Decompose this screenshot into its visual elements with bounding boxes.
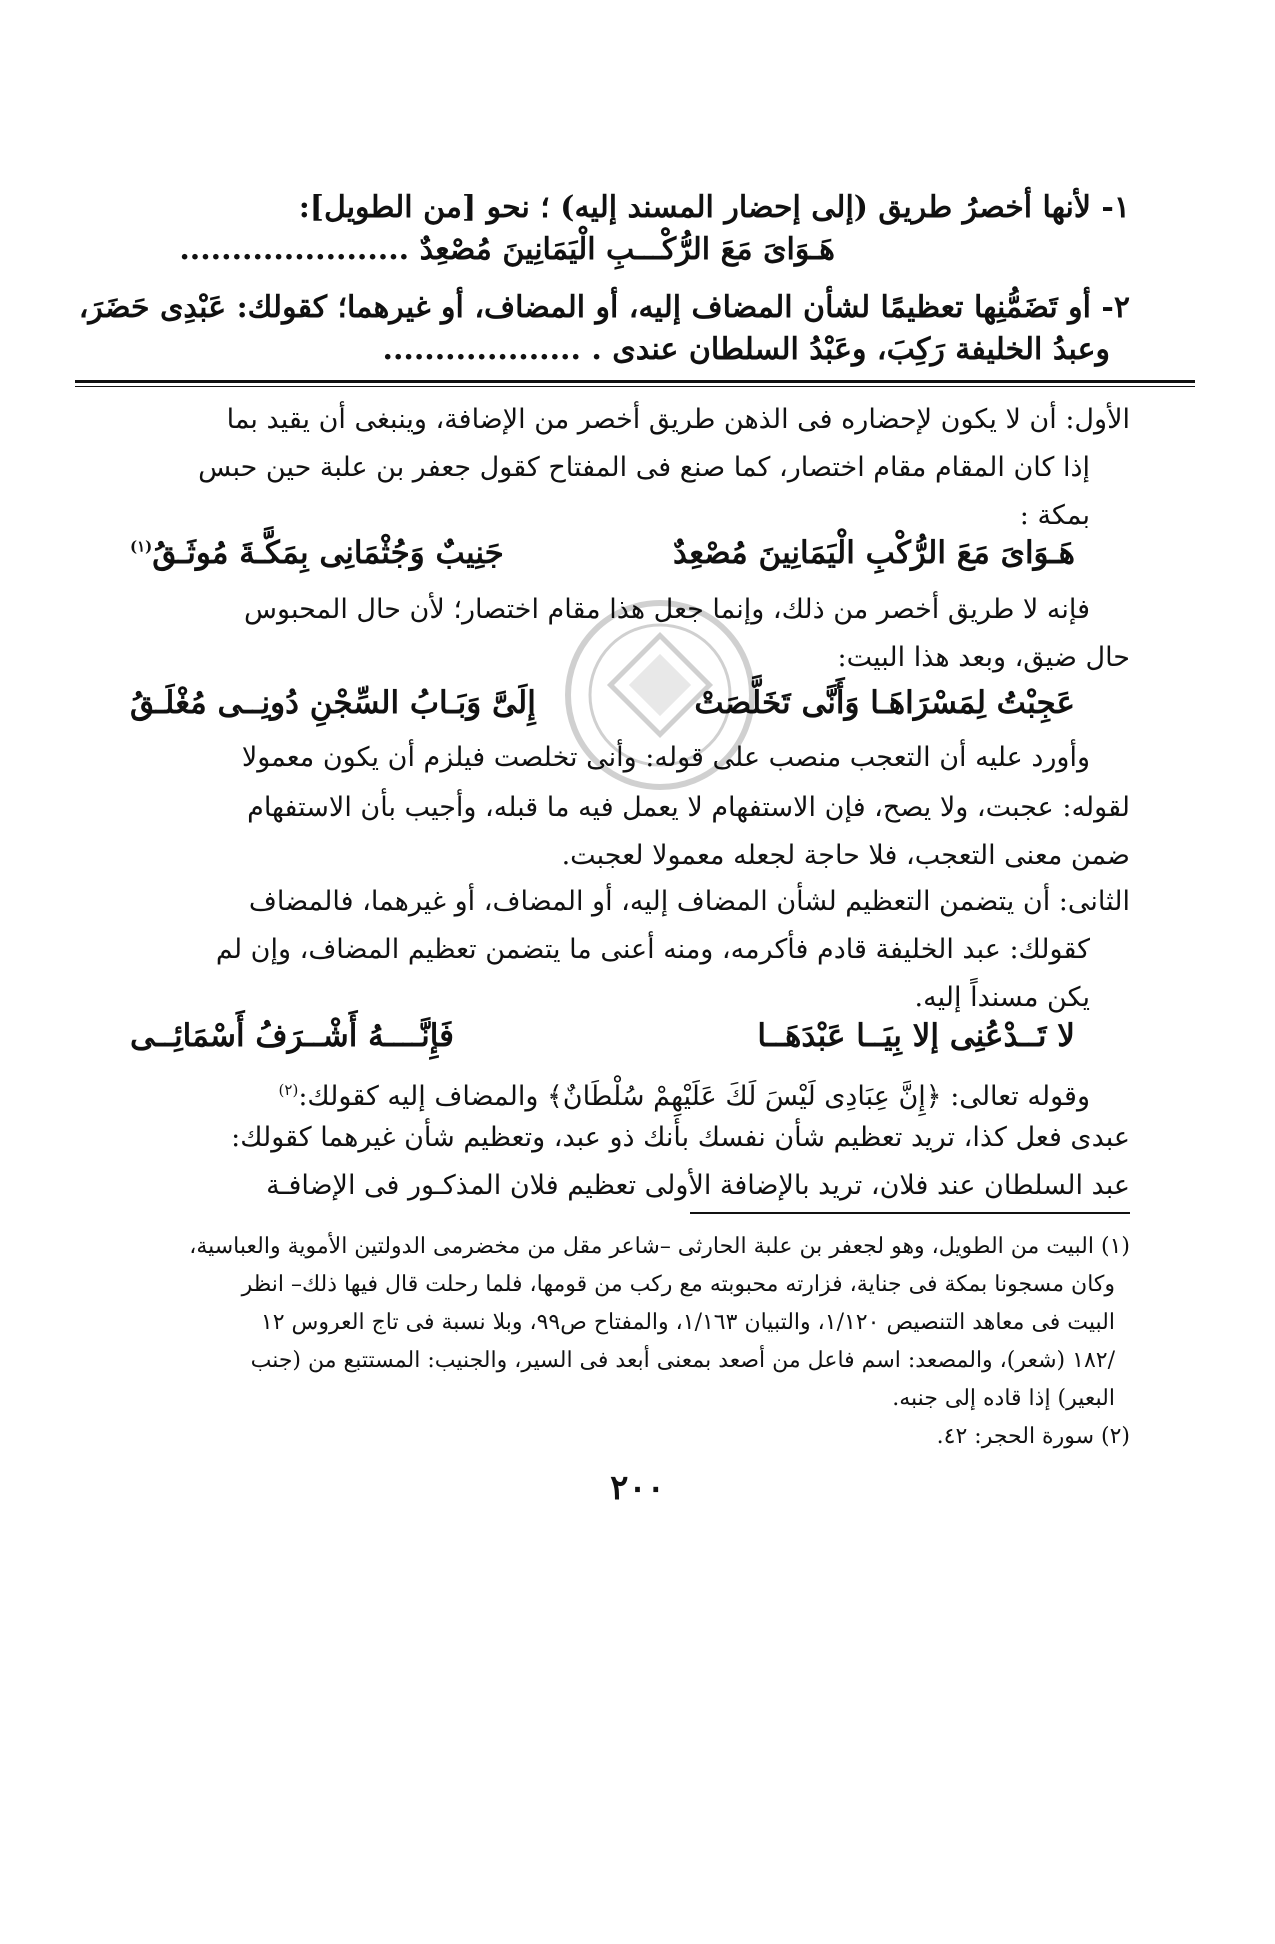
footnote-1-line-2: وكان مسجونا بمكة فى جناية، فزارته محبوبته مع ركب من قومها، فلما رحلت قال فيها ذلك– انظر xyxy=(241,1272,1115,1297)
para-1-line-1: الأول: أن لا يكون لإحضاره فى الذهن طريق أخصر من الإضافة، وينبغى أن يقيد بما xyxy=(226,404,1130,435)
footnote-1-line-1: (١) البيت من الطويل، وهو لجعفر بن علبة الحارثى –شاعر مقل من مخضرمى الدولتين الأموية والعباسية، xyxy=(189,1234,1130,1259)
footnote-1-line-4: /١٨٢ (شعر)، والمصعد: اسم فاعل من أصعد بمعنى أبعد فى السير، والجنيب: المستتبع من (جنب xyxy=(250,1348,1115,1373)
item-1-verse: هَـوَاىَ مَعَ الرُّكْـــبِ الْيَمَانِينَ مُصْعِدٌ ...................... xyxy=(179,232,835,267)
para-4-line-2: كقولك: عبد الخليفة قادم فأكرمه، ومنه أعنى ما يتضمن تعظيم المضاف، وإن لم xyxy=(215,934,1090,965)
divider-top-thin xyxy=(75,386,1195,387)
item-1-text: ١- لأنها أخصرُ طريق (إلى إحضار المسند إليه) ؛ نحو [من الطويل]: xyxy=(298,190,1130,225)
para-5-line-2: عبدى فعل كذا، تريد تعظيم شأن نفسك بأنك ذو عبد، وتعظيم شأن غيرهما كقولك: xyxy=(231,1122,1130,1153)
verse-2-right: عَجِبْتُ لِمَسْرَاهَـا وَأَنَّى تَخَلَّصَتْ xyxy=(694,685,1075,721)
footnote-separator xyxy=(690,1212,1130,1214)
verse-1-left: جَنِيبٌ وَجُثْمَانِى بِمَكَّـةَ مُوثَـقُ$^{(١)}$ xyxy=(130,535,504,571)
item-2-line-1: ٢- أو تَضَمُّنِها تعظيمًا لشأن المضاف إليه، أو المضاف، أو غيرهما؛ كقولك: عَبْدِى حَضَرَ، xyxy=(78,290,1130,325)
para-2-line-2: حال ضيق، وبعد هذا البيت: xyxy=(837,642,1130,673)
verse-1-right: هَـوَاىَ مَعَ الرُّكْبِ الْيَمَانِينَ مُصْعِدٌ xyxy=(672,535,1075,571)
verse-3-right: لا تَــدْعُنِى إلا بِيَــا عَبْدَهَــا xyxy=(757,1018,1075,1054)
divider-top xyxy=(75,380,1195,383)
para-3-line-3: ضمن معنى التعجب، فلا حاجة لجعله معمولا لعجبت. xyxy=(561,840,1130,871)
watermark-stamp-icon xyxy=(560,595,760,795)
para-5-line-3: عبد السلطان عند فلان، تريد بالإضافة الأولى تعظيم فلان المذكـور فى الإضافـة xyxy=(266,1170,1130,1201)
para-1-line-2: إذا كان المقام مقام اختصار، كما صنع فى المفتاح كقول جعفر بن علبة حين حبس xyxy=(198,452,1090,483)
footnote-1-line-3: البيت فى معاهد التنصيص ١/١٢٠، والتبيان ١/١٦٣، والمفتاح ص٩٩، وبلا نسبة فى تاج العروس ١٢ xyxy=(260,1310,1115,1335)
para-4-line-1: الثانى: أن يتضمن التعظيم لشأن المضاف إليه، أو المضاف، أو غيرهما، فالمضاف xyxy=(248,886,1130,917)
verse-3 xyxy=(130,1018,1075,1054)
para-3-line-1: وأورد عليه أن التعجب منصب على قوله: وأنى تخلصت فيلزم أن يكون معمولا xyxy=(241,742,1090,773)
item-2-line-2: وعبدُ الخليفة رَكِبَ، وعَبْدُ السلطان عندى . ................... xyxy=(382,332,1110,367)
footnote-ref-1: (١) xyxy=(130,537,153,556)
page-number: ٢٠٠ xyxy=(610,1468,665,1508)
para-1-line-3: بمكة : xyxy=(1019,500,1090,531)
verse-3-left: فَإِنَّــــهُ أَشْــرَفُ أَسْمَائِــى xyxy=(130,1018,455,1054)
para-3-line-2: لقوله: عجبت، ولا يصح، فإن الاستفهام لا يعمل فيه ما قبله، وأجيب بأن الاستفهام xyxy=(247,792,1130,823)
verse-2-left: إِلَىَّ وَبَـابُ السِّجْنِ دُونِــى مُغْلَـقُ xyxy=(130,685,536,721)
footnote-1-line-5: البعير) إذا قاده إلى جنبه. xyxy=(892,1386,1115,1411)
para-4-line-3: يكن مسنداً إليه. xyxy=(914,982,1090,1013)
para-2-line-1: فإنه لا طريق أخصر من ذلك، وإنما جعل هذا مقام اختصار؛ لأن حال المحبوس xyxy=(244,594,1090,625)
para-5-line-1: وقوله تعالى: ﴿إِنَّ عِبَادِى لَيْسَ لَكَ عَلَيْهِمْ سُلْطَانٌ﴾ والمضاف إليه كقولك:$^{(٢)}$ xyxy=(278,1081,1090,1112)
footnote-2: (٢) سورة الحجر: ٤٢. xyxy=(936,1424,1130,1449)
footnote-ref-2: (٢) xyxy=(278,1081,299,1099)
verse-1 xyxy=(130,535,1075,571)
